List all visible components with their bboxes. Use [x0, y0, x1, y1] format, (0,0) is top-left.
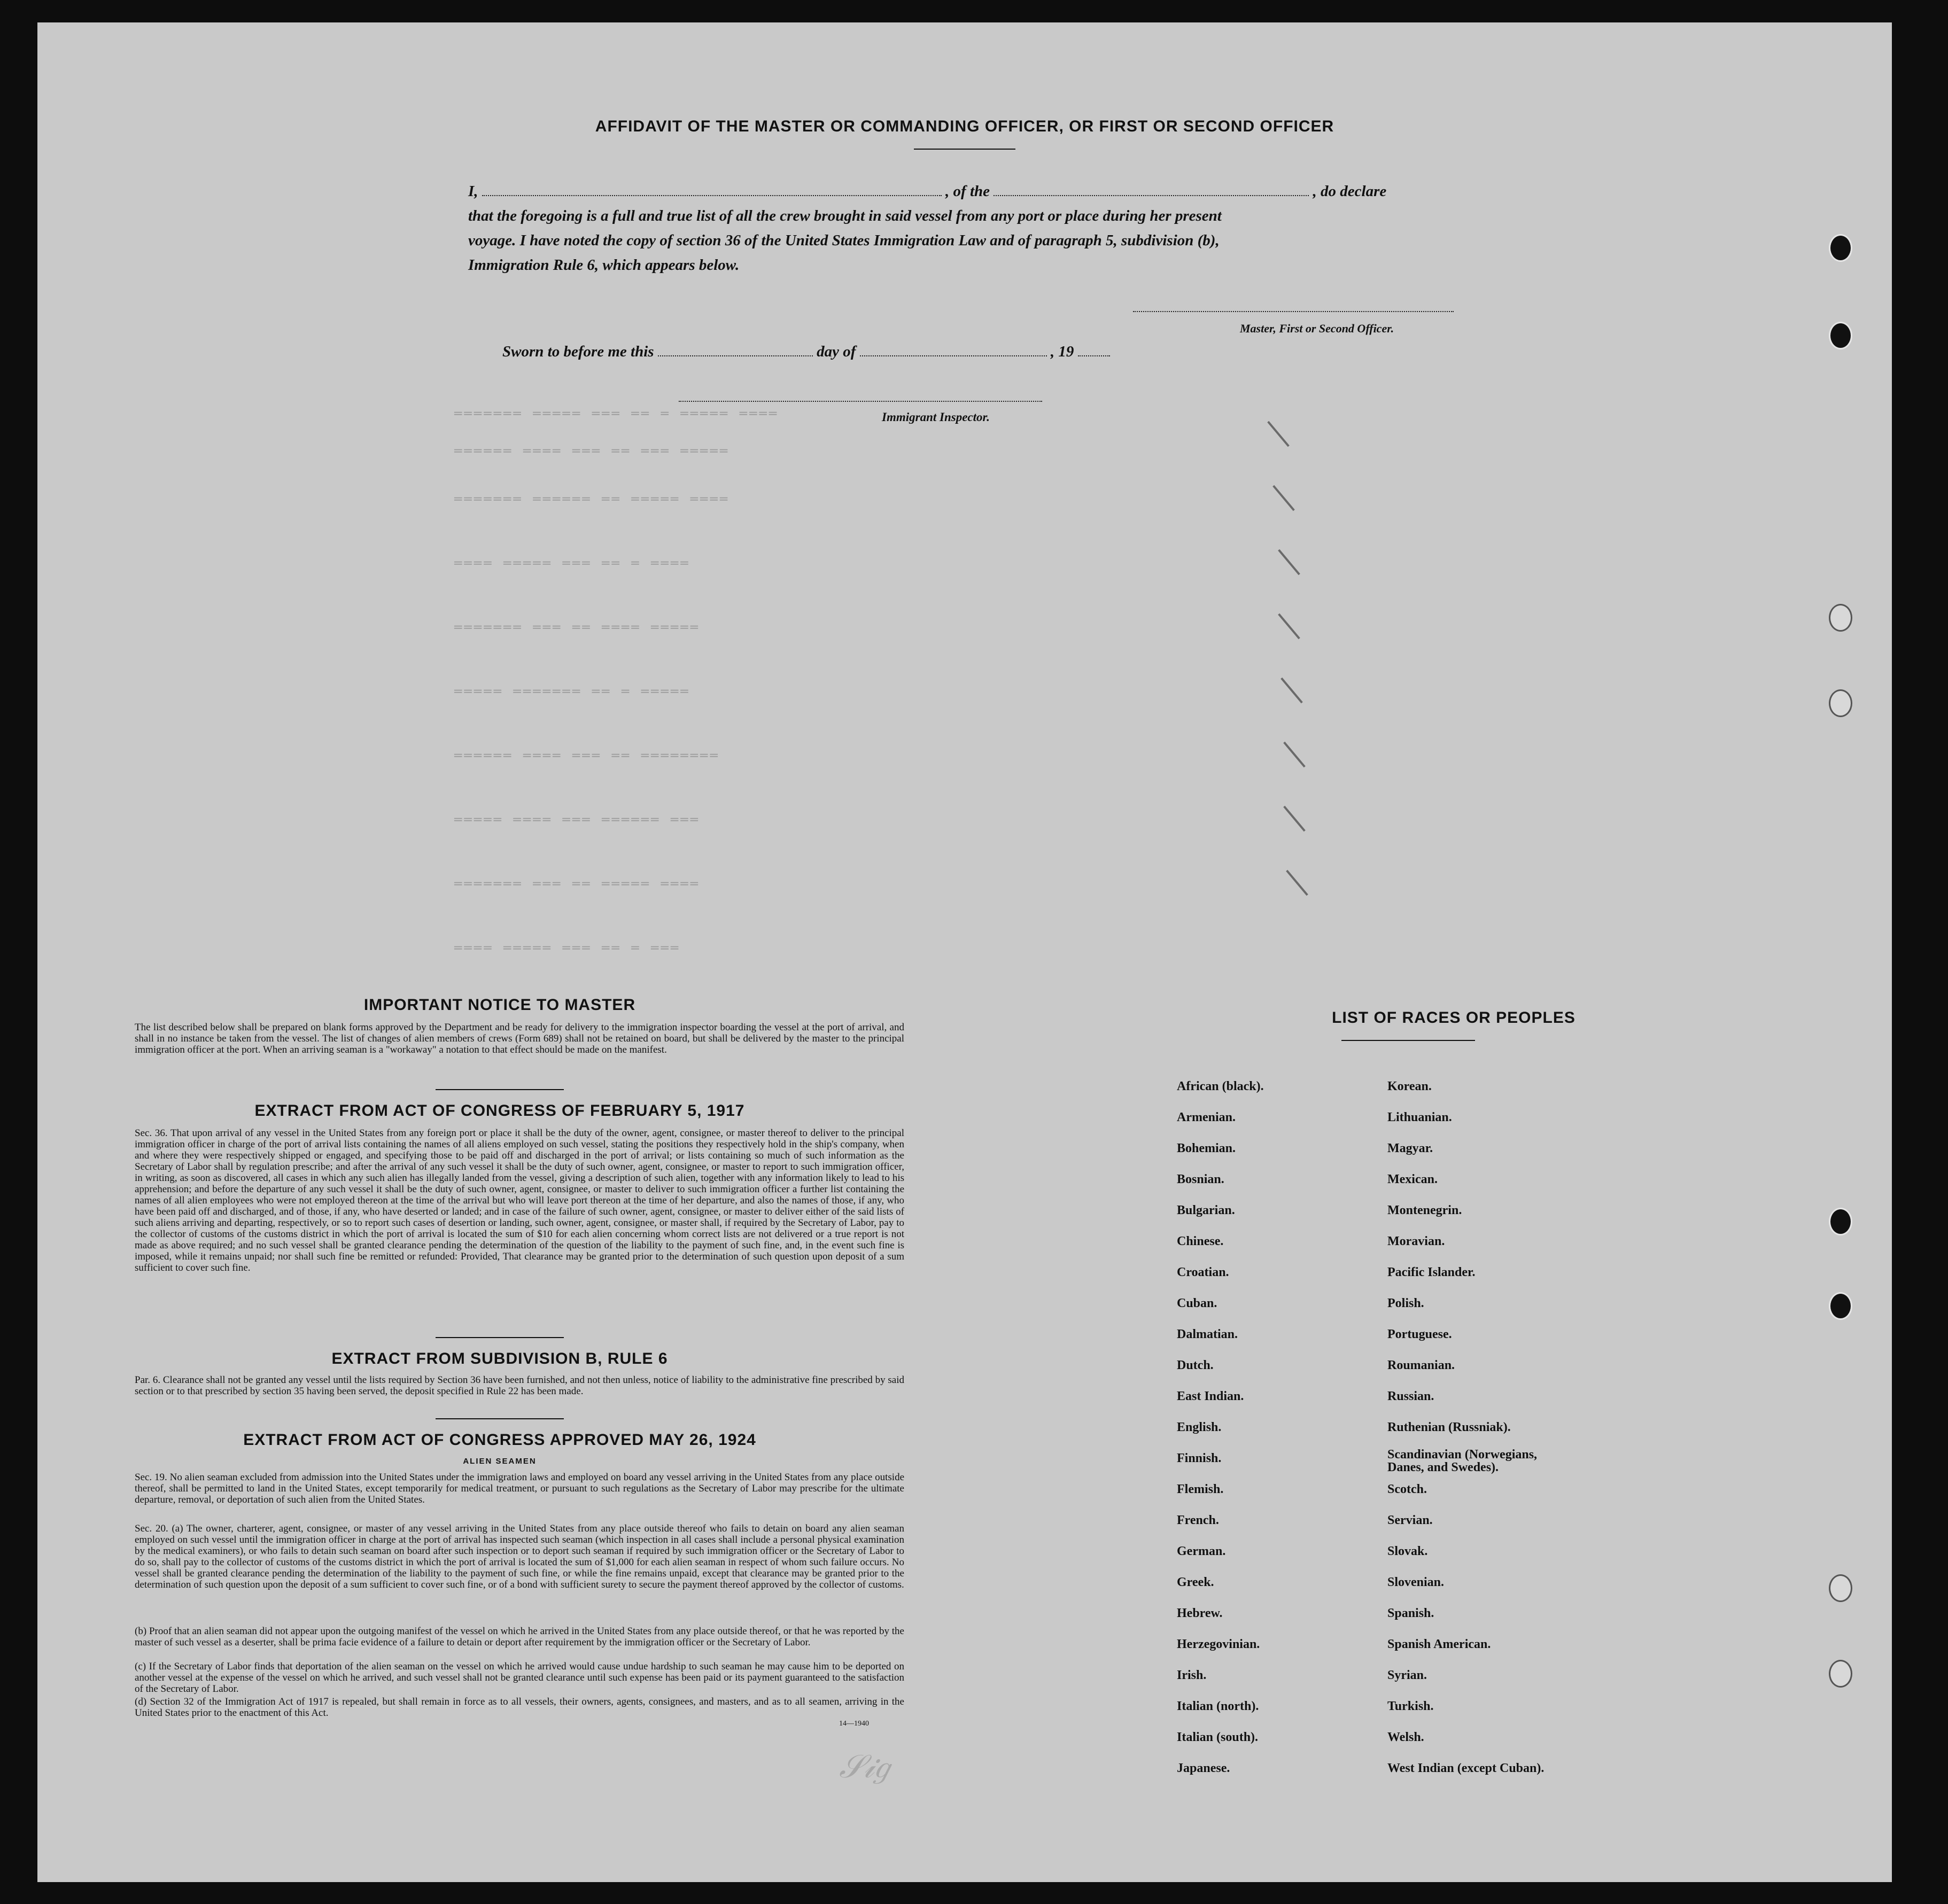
- binder-hole: [1829, 1208, 1852, 1235]
- race-item: German.: [1177, 1544, 1226, 1558]
- race-item: Dutch.: [1177, 1358, 1214, 1372]
- form-number: 14—1940: [839, 1720, 869, 1728]
- race-item: Finnish.: [1177, 1451, 1222, 1465]
- race-item: African (black).: [1177, 1079, 1264, 1093]
- alien-seamen-subtitle: ALIEN SEAMEN: [463, 1457, 537, 1466]
- race-item: Moravian.: [1387, 1234, 1445, 1248]
- vessel-blank[interactable]: [994, 195, 1309, 196]
- notice-title: IMPORTANT NOTICE TO MASTER: [363, 996, 636, 1014]
- extract-1917-title: EXTRACT FROM ACT OF CONGRESS OF FEBRUARY 5, 1917: [254, 1102, 745, 1120]
- race-item: Lithuanian.: [1387, 1110, 1452, 1124]
- check-mark: [1278, 549, 1300, 576]
- binder-hole: [1829, 1660, 1852, 1688]
- do-declare-label: , do declare: [1313, 183, 1387, 200]
- race-item: Cuban.: [1177, 1296, 1217, 1310]
- sec-19-text: Sec. 19. No alien seaman excluded from admission into the United States under the immigration laws and employed on board any vessel arriving in the United States from any place outside thereof, shall be permitted to land in the United States, except temporarily for medical treatment, or pursuant to such regulations as the Secretary of Labor may prescribe for the ultimate departure, removal, or deportation of such alien from the United States.: [135, 1472, 904, 1505]
- check-mark: [1267, 421, 1290, 447]
- check-mark: [1283, 806, 1306, 832]
- race-item: Korean.: [1387, 1079, 1432, 1093]
- affidavit-body-2: voyage. I have noted the copy of section 36 of the United States Immigration Law and of paragraph 5, subdivision (b),: [468, 232, 1220, 249]
- race-item: Spanish American.: [1387, 1637, 1491, 1651]
- race-item: Hebrew.: [1177, 1606, 1223, 1620]
- bleed-through-row: ════ ═════ ═══ ══ ═ ════: [454, 557, 690, 571]
- bleed-through-row: ═══════ ═══ ══ ═════ ════: [454, 877, 701, 892]
- race-item: Mexican.: [1387, 1172, 1438, 1186]
- race-item: Italian (south).: [1177, 1730, 1259, 1744]
- binder-hole: [1829, 1574, 1852, 1602]
- bleed-through-row: ════ ═════ ═══ ══ ═ ═══: [454, 942, 681, 956]
- section-rule: [436, 1418, 564, 1419]
- race-item: Roumanian.: [1387, 1358, 1455, 1372]
- sec-20d-text: (d) Section 32 of the Immigration Act of 1917 is repealed, but shall remain in force as to all vessels, their owners, agents, consignees, and masters, and as to all seamen, arriving in the United States prior to the enactment of this Act.: [135, 1696, 904, 1719]
- bleed-through-row: ═══════ ═════ ═══ ══ ═ ═════ ════: [454, 407, 779, 422]
- year-label: , 19: [1050, 343, 1074, 360]
- race-item: Slovenian.: [1387, 1575, 1445, 1589]
- bleed-through-row: ═════ ═══════ ══ ═ ═════: [454, 685, 690, 700]
- manifest-back-page: [37, 22, 1892, 1882]
- master-signature-blank[interactable]: [1133, 311, 1454, 312]
- binder-hole: [1829, 689, 1852, 717]
- race-item: Dalmatian.: [1177, 1327, 1238, 1341]
- race-item: Magyar.: [1387, 1141, 1433, 1155]
- bleed-through-row: ═══════ ══════ ══ ═════ ════: [454, 493, 730, 507]
- master-signature-label: Master, First or Second Officer.: [1240, 322, 1394, 335]
- race-item: Irish.: [1177, 1668, 1207, 1682]
- sworn-line: [502, 343, 1304, 361]
- race-item: English.: [1177, 1420, 1222, 1434]
- extract-1924-title: EXTRACT FROM ACT OF CONGRESS APPROVED MAY 26, 1924: [243, 1431, 756, 1449]
- sec-20c-text: (c) If the Secretary of Labor finds that deportation of the alien seaman on the vessel on which he arrived would cause undue hardship to such seaman he may cause him to be deported on another vessel at the expense of the vessel on which he arrived, and such vessel shall not be granted clearance until such expense has been paid or its payment guaranteed to the satisfaction of the Secretary of Labor.: [135, 1661, 904, 1695]
- race-item: Armenian.: [1177, 1110, 1236, 1124]
- race-item: Bosnian.: [1177, 1172, 1224, 1186]
- i-label: I,: [468, 183, 478, 200]
- extract-1917-body: Sec. 36. That upon arrival of any vessel in the United States from any foreign port or place it shall be the duty of the owner, agent, consignee, or master thereof to deliver to the principal immigration officer in charge of the port of arrival lists containing the names of all aliens employed on such vessel, stating the positions they respectively hold in the ship's company, when and where they were respectively shipped or engaged, and specifying those to be paid off and discharged in the port of arrival; or lists containing so much of such information as the Secretary of Labor shall by regulation prescribe; and after the arrival of any such vessel it shall be the duty of such owner, agent, consignee, or master to report to such immigration officer, in writing, as soon as discovered, all cases in which any such alien has illegally landed from the vessel, giving a description of such alien, together with any information likely to lead to his apprehension; and before the departure of any such vessel it shall be the duty of such owner, agent, consignee, or master to deliver to such immigration officer a further list containing the names of all alien employees who were not employed thereon at the time of the arrival but who will leave port thereon at the time of her departure, and also the names of those, if any, who have been paid off and discharged, and of those, if any, who have deserted or landed; and in case of the failure of such owner, agent, consignee, or master to deliver either of the said lists of such aliens arriving and departing, respectively, or so to report such cases of desertion or landing, such owner, agent, consignee, or master shall, if required by the Secretary of Labor, pay to the collector of customs of the customs district in which the port of arrival is located the sum of $10 for each alien concerning whom correct lists are not delivered or a true report is not made as above required; and no such vessel shall be granted clearance pending the determination of the question of the liability to the payment of such fine, and, in the event such fine is imposed, while it remains unpaid; nor shall such fine be remitted or refunded: Provided, That clearance may be granted prior to the determination of such question upon deposit of a sum sufficient to cover such fine.: [135, 1128, 904, 1273]
- day-blank[interactable]: [658, 355, 813, 356]
- race-item: Greek.: [1177, 1575, 1214, 1589]
- extract-rule6-title: EXTRACT FROM SUBDIVISION B, RULE 6: [331, 1350, 668, 1367]
- affidavit-body-1: that the foregoing is a full and true list of all the crew brought in said vessel from any port or place during her present: [468, 207, 1222, 224]
- binder-hole: [1829, 234, 1852, 262]
- race-item: Flemish.: [1177, 1482, 1224, 1496]
- bleed-through-row: ══════ ════ ═══ ══ ═══ ═════: [454, 445, 730, 459]
- race-item: Japanese.: [1177, 1761, 1230, 1775]
- race-item: Polish.: [1387, 1296, 1424, 1310]
- race-item: Portuguese.: [1387, 1327, 1452, 1341]
- section-rule: [436, 1337, 564, 1338]
- inspector-signature-blank[interactable]: [679, 401, 1042, 402]
- title-rule: [914, 149, 1015, 150]
- race-item: Slovak.: [1387, 1544, 1428, 1558]
- race-item: Servian.: [1387, 1513, 1433, 1527]
- affidavit-title: AFFIDAVIT OF THE MASTER OR COMMANDING OFFICER, OR FIRST OR SECOND OFFICER: [595, 118, 1334, 135]
- check-mark: [1283, 742, 1306, 768]
- race-item: Russian.: [1387, 1389, 1434, 1403]
- race-item: East Indian.: [1177, 1389, 1244, 1403]
- race-item: French.: [1177, 1513, 1219, 1527]
- sec-20b-text: (b) Proof that an alien seaman did not appear upon the outgoing manifest of the vessel on which he arrived in the United States from any place outside thereof, or that he was reported by the master of such vessel as a deserter, shall be prima facie evidence of a failure to detain or deport after requirement by the immigration officer or the Secretary of Labor.: [135, 1626, 904, 1648]
- race-item: Herzegovinian.: [1177, 1637, 1260, 1651]
- inspector-label: Immigrant Inspector.: [882, 410, 990, 424]
- race-item: Syrian.: [1387, 1668, 1427, 1682]
- name-blank[interactable]: [482, 195, 942, 196]
- race-item: Ruthenian (Russniak).: [1387, 1420, 1511, 1434]
- check-mark: [1280, 678, 1303, 704]
- of-the-label: , of the: [945, 183, 990, 200]
- race-item: Scandinavian (Norwegians, Danes, and Swedes).: [1387, 1448, 1538, 1474]
- race-item: Scotch.: [1387, 1482, 1427, 1496]
- race-item: Italian (north).: [1177, 1699, 1259, 1713]
- check-mark: [1272, 485, 1295, 511]
- year-blank[interactable]: [1078, 355, 1110, 356]
- binder-hole: [1829, 322, 1852, 349]
- race-item: Turkish.: [1387, 1699, 1434, 1713]
- race-item: Spanish.: [1387, 1606, 1434, 1620]
- bleed-through-row: ═══════ ═══ ══ ════ ═════: [454, 621, 701, 635]
- race-item: Pacific Islander.: [1387, 1265, 1476, 1279]
- month-blank[interactable]: [860, 355, 1047, 356]
- bleed-through-row: ══════ ════ ═══ ══ ════════: [454, 749, 720, 764]
- race-item: Montenegrin.: [1387, 1203, 1462, 1217]
- race-item: Croatian.: [1177, 1265, 1229, 1279]
- sworn-label: Sworn to before me this: [502, 343, 654, 360]
- race-item: Bulgarian.: [1177, 1203, 1235, 1217]
- race-item: West Indian (except Cuban).: [1387, 1761, 1545, 1775]
- bleed-through-row: ═════ ════ ═══ ══════ ═══: [454, 813, 701, 828]
- race-item: Bohemian.: [1177, 1141, 1236, 1155]
- race-item: Chinese.: [1177, 1234, 1224, 1248]
- sec-20a-text: Sec. 20. (a) The owner, charterer, agent, consignee, or master of any vessel arriving in the United States from any place outside thereof who fails to detain on board any alien seaman employed on such vessel until the immigration officer in charge at the port of arrival has inspected such seaman (which inspection in all cases shall include a personal physical examination by the medical examiners), or who fails to detain such seaman on board after such inspection or to deport such seaman if required by such immigration officer or the Secretary of Labor to do so, shall pay to the collector of customs of the customs district in which the port of arrival is located the sum of $1,000 for each alien seaman in respect of whom such failure occurs. No vessel shall be granted clearance pending the determination of the liability to the payment of such fine, or while the fine remains unpaid, except that clearance may be granted prior to the determination of such question upon the deposit of a sum sufficient to cover such fine, or of a bond with sufficient surety to secure the payment thereof approved by the collector of customs.: [135, 1523, 904, 1590]
- races-rule: [1341, 1040, 1475, 1041]
- check-mark: [1286, 870, 1308, 896]
- binder-hole: [1829, 1292, 1852, 1320]
- binder-hole: [1829, 604, 1852, 632]
- faint-signature: 𝒮𝒾𝑔: [839, 1749, 890, 1784]
- check-mark: [1278, 613, 1300, 640]
- section-rule: [436, 1089, 564, 1090]
- extract-rule6-body: Par. 6. Clearance shall not be granted any vessel until the lists required by Section 36 have been furnished, and not then unless, notice of liability to the administrative fine prescribed by said section or to that prescribed by section 35 having been served, the deposit specified in Rule 22 has been made.: [135, 1374, 904, 1397]
- race-item: Welsh.: [1387, 1730, 1424, 1744]
- notice-body: The list described below shall be prepared on blank forms approved by the Department and be ready for delivery to the immigration inspector boarding the vessel at the port of arrival, and shall in no instance be taken from the vessel. The list of changes of alien members of crews (Form 689) shall not be retained on board, but shall be delivered by the master to the principal immigration officer at the port. When an arriving seaman is a "workaway" a notation to that effect should be made on the manifest.: [135, 1022, 904, 1055]
- day-of-label: day of: [817, 343, 856, 360]
- affidavit-line-1: [468, 183, 1537, 200]
- races-title: LIST OF RACES OR PEOPLES: [1332, 1009, 1576, 1027]
- affidavit-body-3: Immigration Rule 6, which appears below.: [468, 257, 740, 274]
